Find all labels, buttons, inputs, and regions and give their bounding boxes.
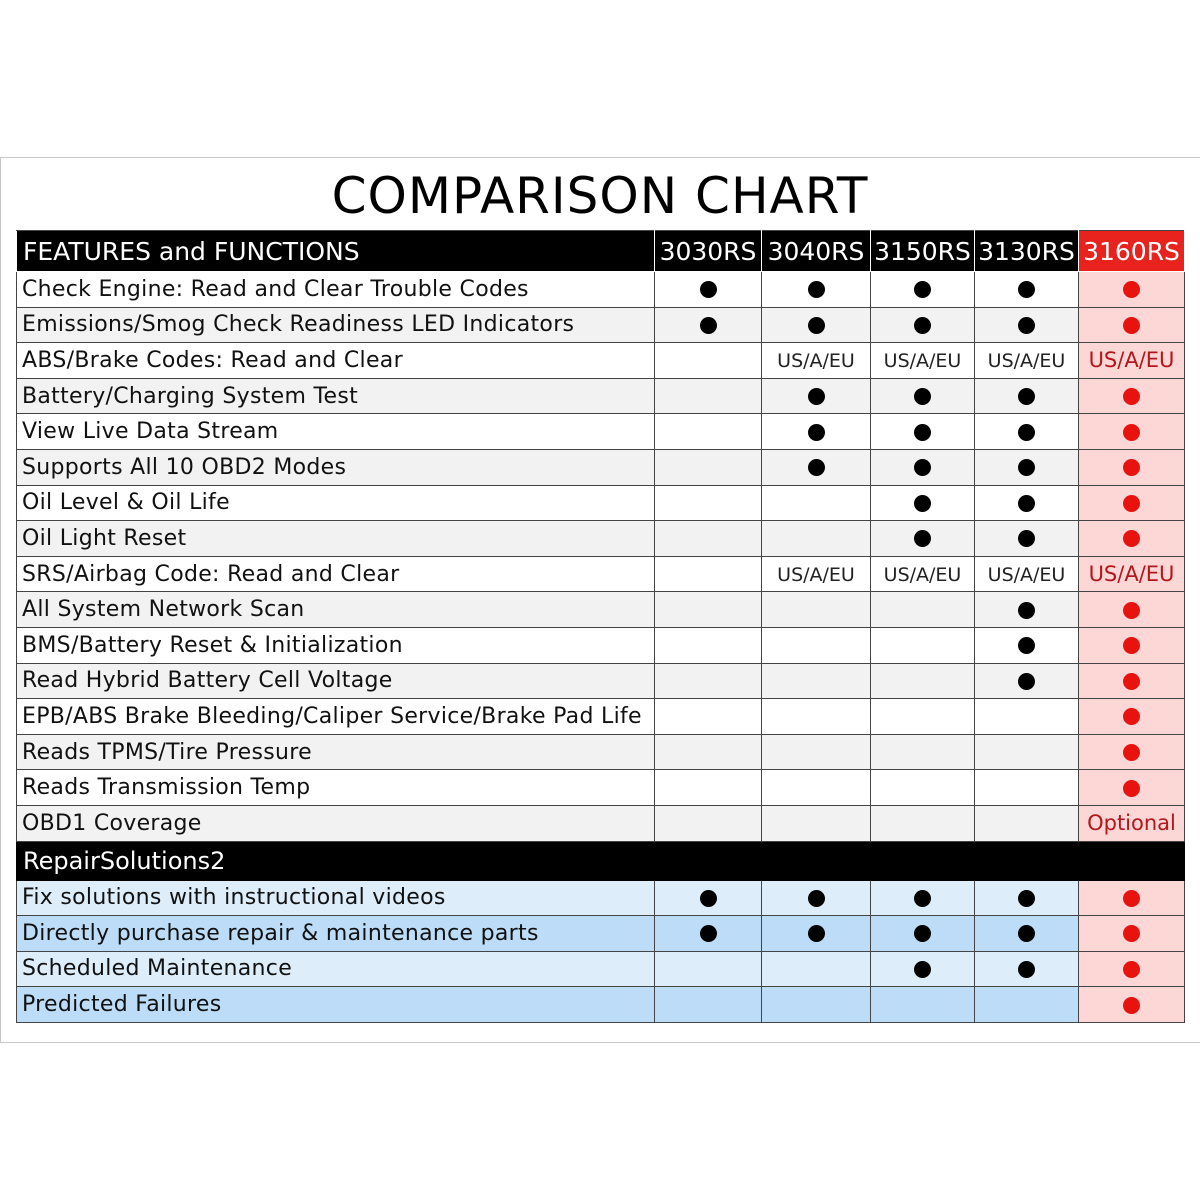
dot-mark <box>808 424 825 441</box>
model-cell <box>655 449 762 485</box>
dot-mark <box>1018 424 1035 441</box>
model-cell <box>762 449 871 485</box>
model-cell <box>871 880 975 916</box>
model-cell <box>871 699 975 735</box>
model-cell <box>655 770 762 806</box>
table-row <box>17 699 1185 735</box>
header-model: 3040RS <box>762 231 871 272</box>
model-cell <box>975 521 1079 557</box>
model-cell <box>975 307 1079 343</box>
red-dot-mark <box>1123 424 1140 441</box>
model-cell <box>762 414 871 450</box>
dot-mark <box>914 890 931 907</box>
model-cell <box>1079 627 1185 663</box>
model-cell <box>1079 770 1185 806</box>
model-cell <box>975 343 1079 379</box>
dot-mark <box>808 317 825 334</box>
model-cell <box>871 449 975 485</box>
model-cell <box>975 378 1079 414</box>
model-cell <box>655 734 762 770</box>
model-cell <box>1079 880 1185 916</box>
model-cell <box>871 663 975 699</box>
model-cell <box>655 951 762 987</box>
model-cell <box>1079 592 1185 628</box>
model-cell <box>762 770 871 806</box>
red-dot-mark <box>1123 602 1140 619</box>
model-cell <box>871 272 975 308</box>
model-cell <box>1079 449 1185 485</box>
table-row <box>17 449 1185 485</box>
cell-text: US/A/EU <box>1088 561 1175 586</box>
table-row <box>17 627 1185 663</box>
model-cell <box>871 805 975 841</box>
header-features: FEATURES and FUNCTIONS <box>17 231 655 272</box>
dot-mark <box>1018 637 1035 654</box>
cell-text: US/A/EU <box>883 563 962 586</box>
dot-mark <box>1018 281 1035 298</box>
dot-mark <box>1018 495 1035 512</box>
dot-mark <box>1018 673 1035 690</box>
feature-label: BMS/Battery Reset & Initialization <box>17 627 655 663</box>
dot-mark <box>1018 890 1035 907</box>
model-cell <box>871 307 975 343</box>
table-row <box>17 556 1185 592</box>
table-row <box>17 343 1185 379</box>
cell-text: US/A/EU <box>987 563 1066 586</box>
model-cell <box>975 449 1079 485</box>
model-cell <box>975 734 1079 770</box>
dot-mark <box>1018 602 1035 619</box>
dot-mark <box>808 890 825 907</box>
model-cell <box>655 805 762 841</box>
model-cell <box>655 485 762 521</box>
red-dot-mark <box>1123 997 1140 1014</box>
model-cell <box>655 987 762 1023</box>
table-row <box>17 916 1185 952</box>
model-cell <box>871 556 975 592</box>
feature-label: EPB/ABS Brake Bleeding/Caliper Service/Brake Pad Life <box>17 699 655 735</box>
model-cell <box>871 916 975 952</box>
feature-label: Predicted Failures <box>17 987 655 1023</box>
dot-mark <box>808 459 825 476</box>
model-cell <box>655 592 762 628</box>
model-cell <box>871 592 975 628</box>
model-cell <box>762 272 871 308</box>
model-cell <box>871 734 975 770</box>
dot-mark <box>1018 459 1035 476</box>
feature-label: All System Network Scan <box>17 592 655 628</box>
dot-mark <box>914 317 931 334</box>
model-cell <box>1079 378 1185 414</box>
feature-label: Reads TPMS/Tire Pressure <box>17 734 655 770</box>
chart-title: COMPARISON CHART <box>331 167 869 225</box>
cell-text: US/A/EU <box>1088 347 1175 372</box>
red-dot-mark <box>1123 961 1140 978</box>
model-cell <box>655 414 762 450</box>
model-cell <box>1079 272 1185 308</box>
model-cell <box>975 699 1079 735</box>
dot-mark <box>1018 925 1035 942</box>
dot-mark <box>914 961 931 978</box>
red-dot-mark <box>1123 388 1140 405</box>
header-row <box>17 231 1185 272</box>
model-cell <box>975 987 1079 1023</box>
model-cell <box>655 699 762 735</box>
dot-mark <box>1018 388 1035 405</box>
model-cell <box>975 663 1079 699</box>
dot-mark <box>914 388 931 405</box>
section-label: RepairSolutions2 <box>17 841 1185 880</box>
model-cell <box>762 880 871 916</box>
cell-text: US/A/EU <box>883 349 962 372</box>
red-dot-mark <box>1123 744 1140 761</box>
dot-mark <box>914 925 931 942</box>
cell-text: US/A/EU <box>777 563 855 586</box>
model-cell <box>871 770 975 806</box>
model-cell <box>1079 485 1185 521</box>
model-cell <box>975 627 1079 663</box>
model-cell <box>1079 805 1185 841</box>
feature-label: Scheduled Maintenance <box>17 951 655 987</box>
model-cell <box>975 592 1079 628</box>
header-model: 3130RS <box>975 231 1079 272</box>
model-cell <box>1079 343 1185 379</box>
feature-label: Oil Level & Oil Life <box>17 485 655 521</box>
table-row <box>17 770 1185 806</box>
model-cell <box>1079 951 1185 987</box>
model-cell <box>975 916 1079 952</box>
red-dot-mark <box>1123 281 1140 298</box>
model-cell <box>871 951 975 987</box>
feature-label: Check Engine: Read and Clear Trouble Codes <box>17 272 655 308</box>
model-cell <box>762 734 871 770</box>
red-dot-mark <box>1123 780 1140 797</box>
model-cell <box>975 805 1079 841</box>
table-row <box>17 272 1185 308</box>
feature-label: Directly purchase repair & maintenance parts <box>17 916 655 952</box>
model-cell <box>655 272 762 308</box>
model-cell <box>762 951 871 987</box>
model-cell <box>762 378 871 414</box>
dot-mark <box>700 890 717 907</box>
dot-mark <box>700 317 717 334</box>
dot-mark <box>808 281 825 298</box>
model-cell <box>871 485 975 521</box>
dot-mark <box>808 388 825 405</box>
model-cell <box>655 556 762 592</box>
model-cell <box>1079 414 1185 450</box>
model-cell <box>655 307 762 343</box>
model-cell <box>655 663 762 699</box>
model-cell <box>1079 987 1185 1023</box>
table-row <box>17 951 1185 987</box>
model-cell <box>762 627 871 663</box>
table-row <box>17 663 1185 699</box>
table-row <box>17 592 1185 628</box>
dot-mark <box>1018 961 1035 978</box>
model-cell <box>762 307 871 343</box>
table-row <box>17 521 1185 557</box>
model-cell <box>762 916 871 952</box>
red-dot-mark <box>1123 495 1140 512</box>
header-model-highlight: 3160RS <box>1079 231 1185 272</box>
feature-label: ABS/Brake Codes: Read and Clear <box>17 343 655 379</box>
table-row <box>17 414 1185 450</box>
feature-label: View Live Data Stream <box>17 414 655 450</box>
feature-label: Read Hybrid Battery Cell Voltage <box>17 663 655 699</box>
model-cell <box>975 272 1079 308</box>
model-cell <box>871 987 975 1023</box>
model-cell <box>1079 521 1185 557</box>
feature-label: Oil Light Reset <box>17 521 655 557</box>
model-cell <box>871 627 975 663</box>
model-cell <box>655 627 762 663</box>
dot-mark <box>914 424 931 441</box>
dot-mark <box>914 530 931 547</box>
dot-mark <box>914 459 931 476</box>
cell-text: US/A/EU <box>777 349 855 372</box>
feature-label: OBD1 Coverage <box>17 805 655 841</box>
model-cell <box>762 699 871 735</box>
model-cell <box>762 663 871 699</box>
table-row <box>17 307 1185 343</box>
model-cell <box>1079 916 1185 952</box>
model-cell <box>1079 699 1185 735</box>
dot-mark <box>1018 317 1035 334</box>
model-cell <box>655 378 762 414</box>
model-cell <box>762 805 871 841</box>
model-cell <box>1079 734 1185 770</box>
feature-label: Emissions/Smog Check Readiness LED Indicators <box>17 307 655 343</box>
model-cell <box>655 916 762 952</box>
model-cell <box>762 592 871 628</box>
model-cell <box>762 485 871 521</box>
comparison-table <box>16 230 1185 1023</box>
table-row <box>17 805 1185 841</box>
dot-mark <box>1018 530 1035 547</box>
cell-text: Optional <box>1087 810 1176 835</box>
model-cell <box>871 521 975 557</box>
model-cell <box>762 521 871 557</box>
model-cell <box>762 343 871 379</box>
dot-mark <box>808 925 825 942</box>
red-dot-mark <box>1123 530 1140 547</box>
model-cell <box>871 414 975 450</box>
table-row <box>17 734 1185 770</box>
red-dot-mark <box>1123 317 1140 334</box>
model-cell <box>1079 307 1185 343</box>
table-row <box>17 987 1185 1023</box>
feature-label: Supports All 10 OBD2 Modes <box>17 449 655 485</box>
red-dot-mark <box>1123 673 1140 690</box>
table-body <box>17 272 1185 1023</box>
table-row <box>17 378 1185 414</box>
model-cell <box>655 521 762 557</box>
table-row <box>17 880 1185 916</box>
header-model: 3150RS <box>871 231 975 272</box>
red-dot-mark <box>1123 708 1140 725</box>
model-cell <box>762 987 871 1023</box>
model-cell <box>1079 663 1185 699</box>
feature-label: Fix solutions with instructional videos <box>17 880 655 916</box>
model-cell <box>1079 556 1185 592</box>
table-row <box>17 485 1185 521</box>
model-cell <box>975 485 1079 521</box>
model-cell <box>975 770 1079 806</box>
cell-text: US/A/EU <box>987 349 1066 372</box>
model-cell <box>655 880 762 916</box>
dot-mark <box>914 281 931 298</box>
feature-label: Reads Transmission Temp <box>17 770 655 806</box>
red-dot-mark <box>1123 637 1140 654</box>
feature-label: SRS/Airbag Code: Read and Clear <box>17 556 655 592</box>
red-dot-mark <box>1123 890 1140 907</box>
dot-mark <box>700 281 717 298</box>
model-cell <box>975 556 1079 592</box>
red-dot-mark <box>1123 925 1140 942</box>
section-header-row <box>17 841 1185 880</box>
feature-label: Battery/Charging System Test <box>17 378 655 414</box>
dot-mark <box>700 925 717 942</box>
dot-mark <box>914 495 931 512</box>
model-cell <box>655 343 762 379</box>
model-cell <box>975 880 1079 916</box>
model-cell <box>762 556 871 592</box>
header-model: 3030RS <box>655 231 762 272</box>
red-dot-mark <box>1123 459 1140 476</box>
model-cell <box>975 414 1079 450</box>
model-cell <box>871 343 975 379</box>
model-cell <box>871 378 975 414</box>
model-cell <box>975 951 1079 987</box>
